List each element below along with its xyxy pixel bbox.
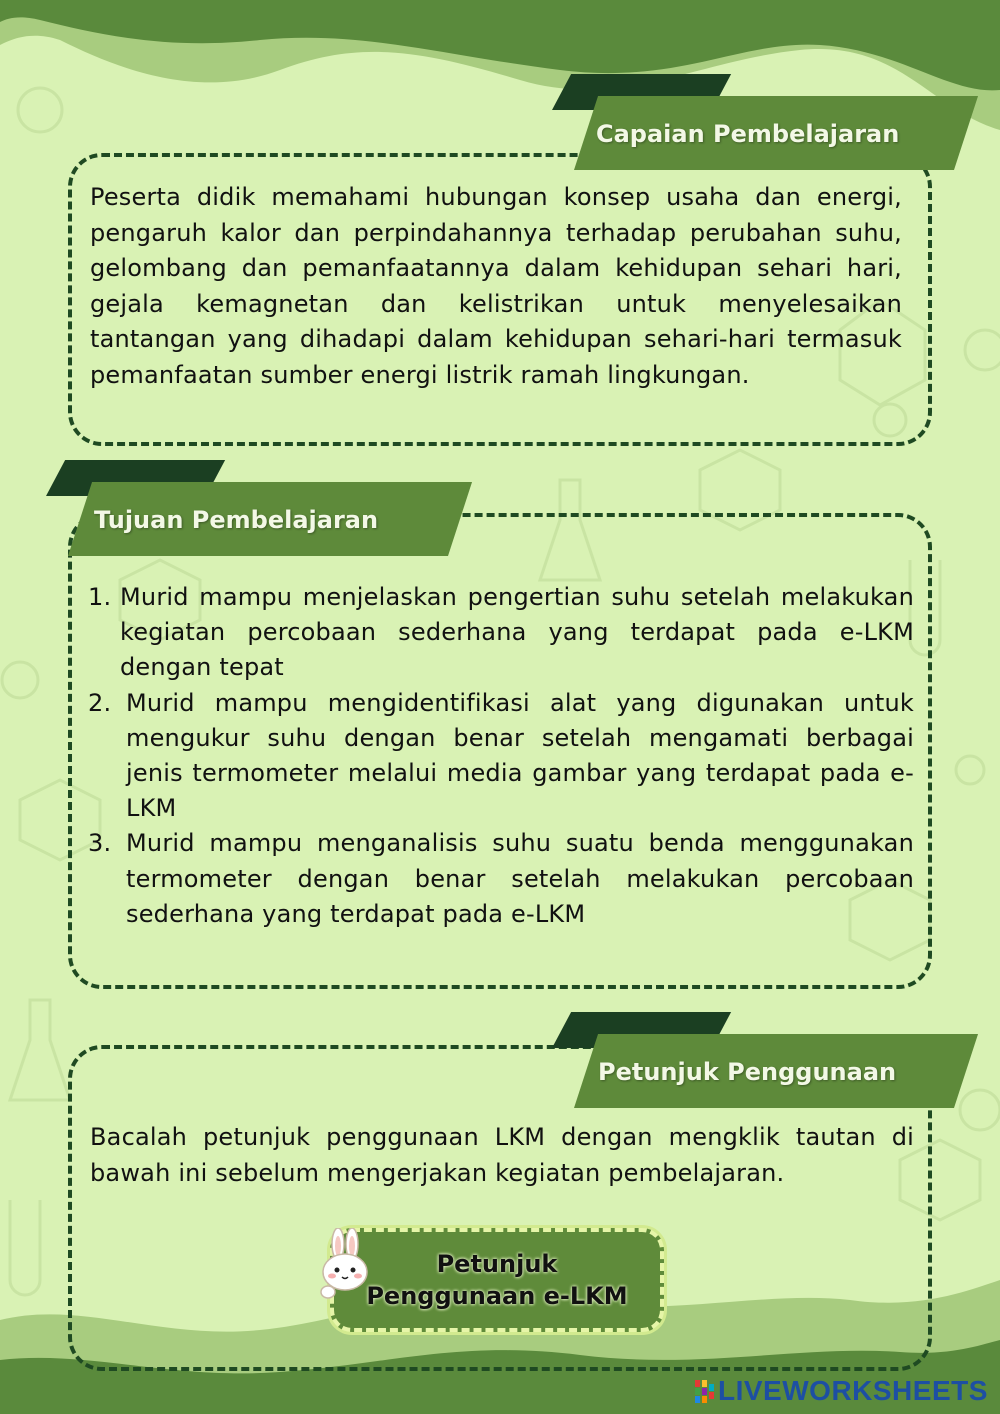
petunjuk-elkm-button[interactable] (330, 1228, 664, 1332)
bunny-icon (318, 1228, 374, 1304)
list-item-text: Murid mampu menganalisis suhu suatu benda menggunakan termometer dengan benar setelah melakukan percobaan sederhana yang terdapat pada e-LKM (126, 829, 914, 928)
list-item-text: Murid mampu menjelaskan pengertian suhu setelah melakukan kegiatan percobaan sederhana yang terdapat pada e-LKM dengan tepat (120, 583, 914, 682)
list-item-text: Murid mampu mengidentifikasi alat yang digunakan untuk mengukur suhu dengan benar setelah mengamati berbagai jenis termometer melalui media gambar yang terdapat pada e-LKM (126, 688, 914, 823)
petunjuk-title: Petunjuk Penggunaan (598, 1058, 897, 1086)
button-label-line2: Penggunaan e-LKM (366, 1282, 628, 1310)
list-item (88, 826, 914, 932)
list-item (88, 686, 914, 827)
button-label-line1: Petunjuk (436, 1250, 558, 1278)
petunjuk-elkm-button-label (366, 1248, 627, 1312)
petunjuk-text: Bacalah petunjuk penggunaan LKM dengan mengklik tautan di bawah ini sebelum mengerjakan kegiatan pembelajaran. (90, 1123, 914, 1187)
capaian-banner (552, 74, 962, 164)
capaian-text: Peserta didik memahami hubungan konsep usaha dan energi, pengaruh kalor dan perpindahannya terhadap perubahan suhu, gelombang dan pemanfaatannya dalam kehidupan sehari hari, gejala kemagnetan dan kelistrikan untuk menyelesaikan tantangan yang dihadapi dalam kehidupan sehari-hari termasuk pemanfaatan sumber energi listrik ramah lingkungan. (90, 183, 902, 389)
watermark-text: LIVEWORKSHEETS (718, 1375, 988, 1406)
liveworksheets-logo-icon (694, 1378, 716, 1404)
list-number: 3. (88, 829, 112, 858)
list-number: 2. (88, 688, 112, 717)
tujuan-list (88, 580, 914, 932)
liveworksheets-watermark (694, 1374, 988, 1408)
petunjuk-banner (552, 1012, 962, 1102)
tujuan-banner (46, 460, 456, 550)
list-item (88, 580, 914, 686)
capaian-title: Capaian Pembelajaran (596, 120, 900, 148)
tujuan-title: Tujuan Pembelajaran (94, 506, 379, 534)
list-number: 1. (88, 583, 112, 611)
